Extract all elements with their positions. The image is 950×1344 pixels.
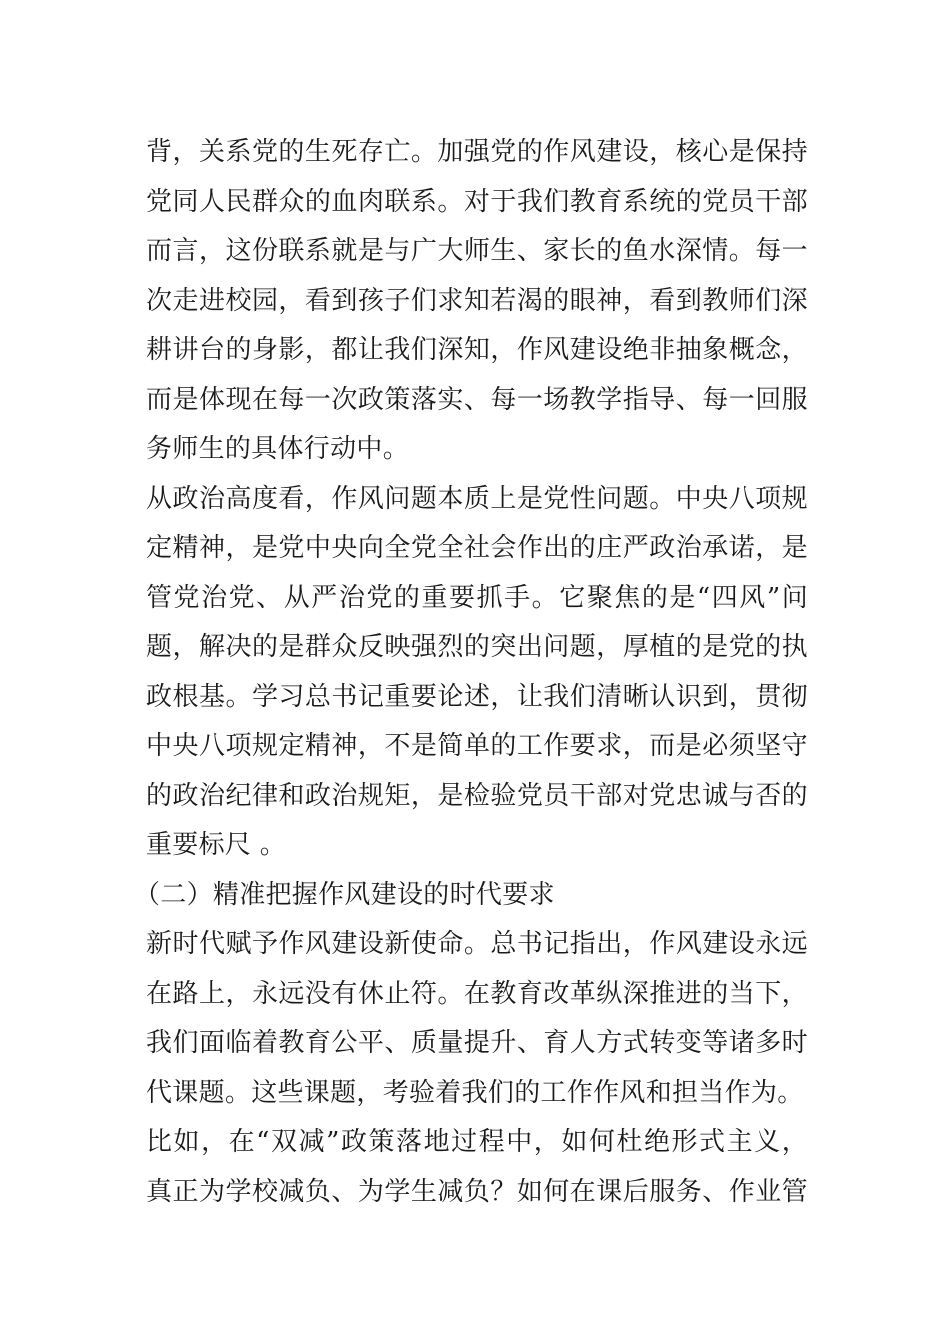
text-line: 代课题。这些课题，考验着我们的工作作风和担当作为。 [146,1077,804,1108]
text-line: 题，解决的是群众反映强烈的突出问题，厚植的是党的执 [146,632,808,662]
text-line: 的政治纪律和政治规矩，是检验党员干部对党忠诚与否的 [146,780,808,811]
text-line: 我们面临着教育公平、质量提升、育人方式转变等诸多时 [146,1028,808,1058]
text-line: 比如，在“双减”政策落地过程中，如何杜绝形式主义， [146,1127,808,1157]
text-line: 在路上，永远没有休止符。在教育改革纵深推进的当下， [146,978,808,1009]
document-body [134,128,808,1217]
text-line: 而言，这份联系就是与广大师生、家长的鱼水深情。每一 [146,236,808,266]
text-line: 管党治党、从严治党的重要抓手。它聚焦的是“四风”问 [146,582,808,613]
section-heading: （二）精准把握作风建设的时代要求 [134,879,555,910]
text-line: 而是体现在每一次政策落实、每一场教学指导、每一回服 [146,384,808,415]
text-line: 从政治高度看，作风问题本质上是党性问题。中央八项规 [146,483,808,514]
text-line: 中央八项规定精神，不是简单的工作要求，而是必须坚守 [146,731,808,761]
text-line: 新时代赋予作风建设新使命。总书记指出，作风建设永远 [146,929,808,959]
text-line: 政根基。学习总书记重要论述，让我们清晰认识到，贯彻 [146,681,808,712]
text-line: 背，关系党的生死存亡。加强党的作风建设，核心是保持 [146,137,808,167]
text-line: 真正为学校减负、为学生减负？如何在课后服务、作业管 [146,1176,808,1207]
text-line: 耕讲台的身影，都让我们深知，作风建设绝非抽象概念， [146,335,808,365]
text-line: 定精神，是党中央向全党全社会作出的庄严政治承诺，是 [146,533,808,563]
text-line: 重要标尺 。 [146,830,287,860]
text-line: 次走进校园，看到孩子们求知若渴的眼神，看到教师们深 [146,285,808,316]
text-line: 党同人民群众的血肉联系。对于我们教育系统的党员干部 [146,186,808,217]
text-line: 务师生的具体行动中。 [146,434,410,464]
